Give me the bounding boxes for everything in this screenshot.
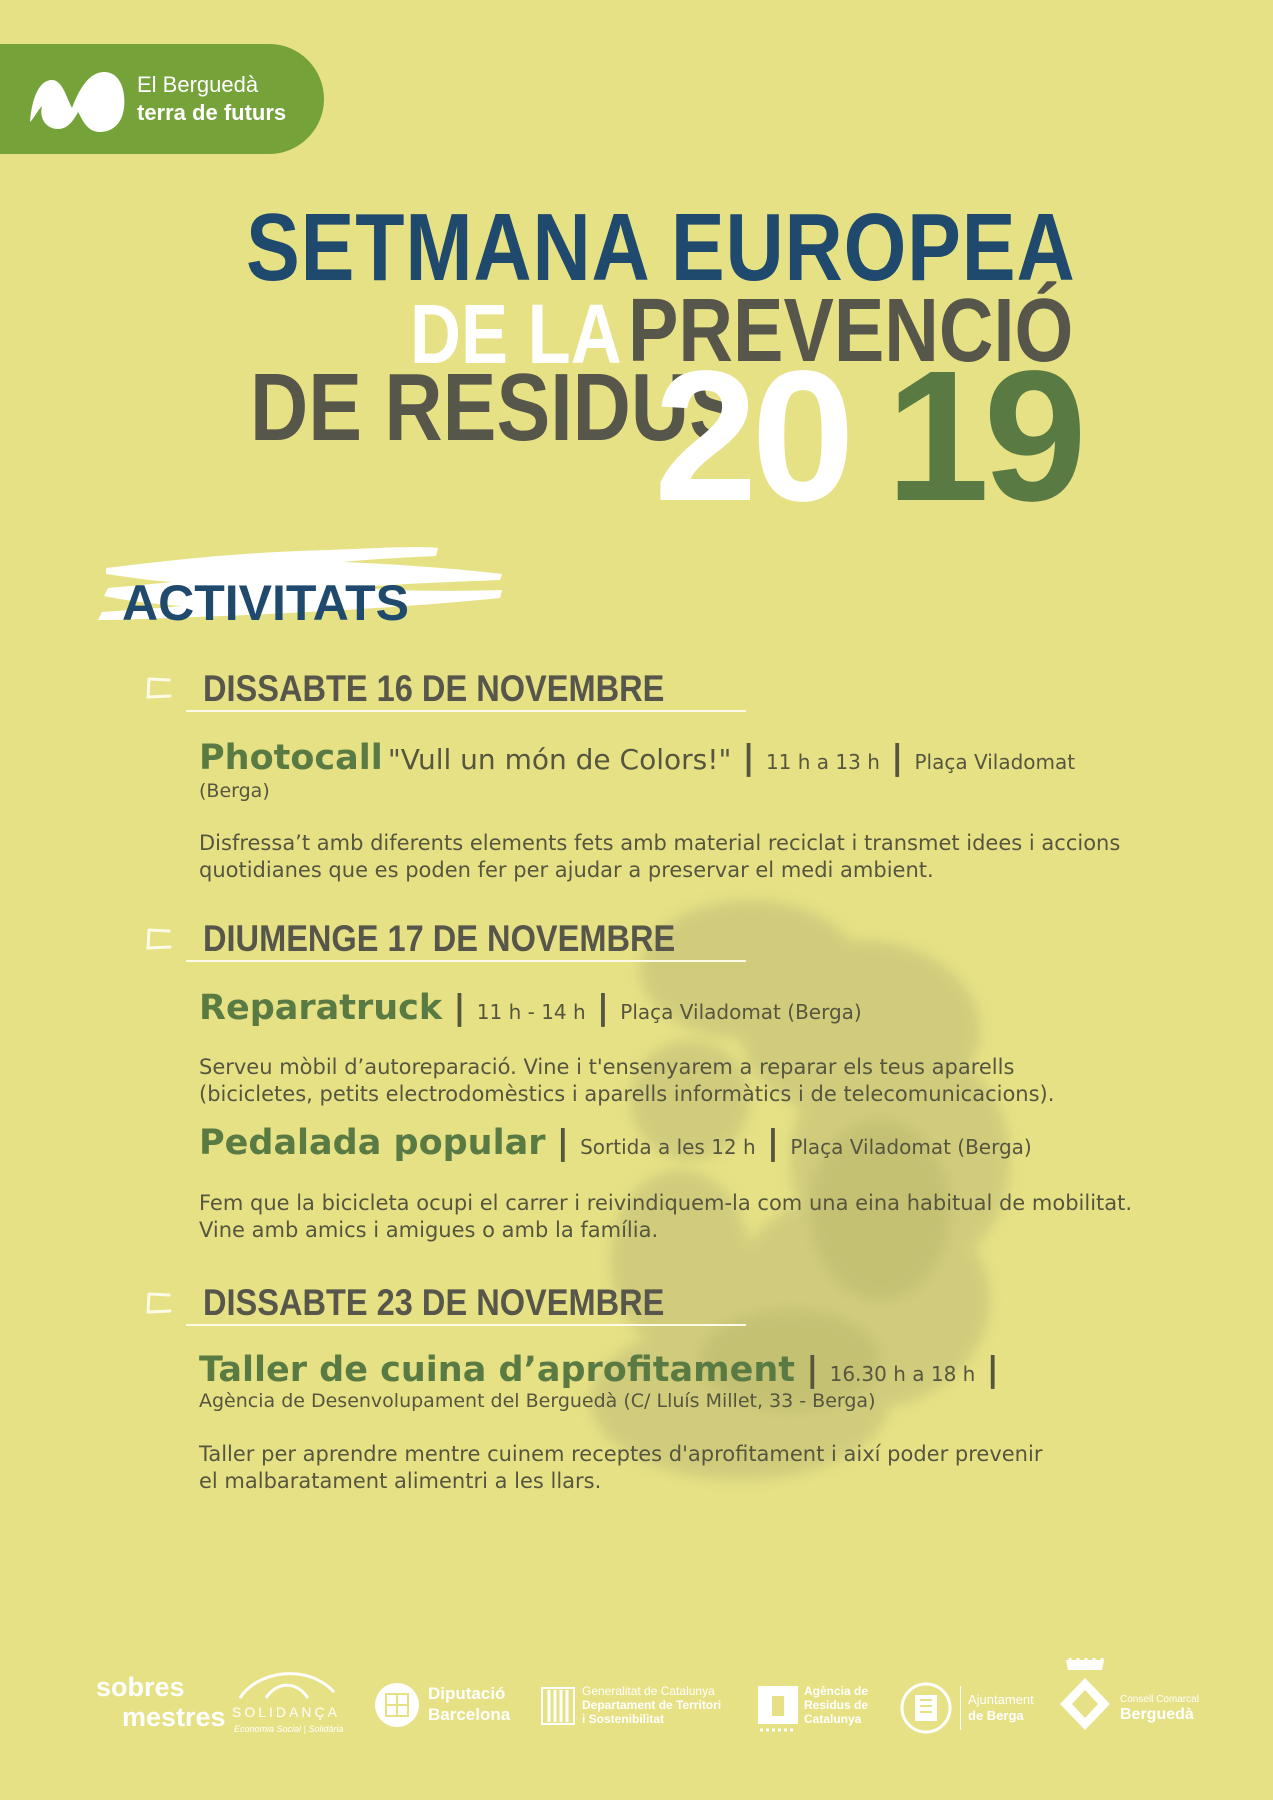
event-name: Pedalada popular xyxy=(199,1123,546,1163)
event-description-line: (bicicletes, petits electrodomèstics i aparells informàtics i de telecomunicacions). xyxy=(199,1082,1055,1106)
title-line-2b: PREVENCIÓ xyxy=(628,281,1074,381)
event-description-line: Vine amb amics i amigues o amb la família. xyxy=(199,1218,659,1242)
brand-badge xyxy=(0,44,324,154)
event-description-line: Taller per aprendre mentre cuinem receptes d'aprofitament i així poder prevenir xyxy=(199,1442,1043,1466)
event-time: Sortida a les 12 h xyxy=(580,1135,756,1159)
day-title: DISSABTE 23 DE NOVEMBRE xyxy=(203,1282,665,1323)
event-place: Agència de Desenvolupament del Berguedà (C/ Lluís Millet, 33 - Berga) xyxy=(199,1390,876,1412)
event-description-line: el malbaratament alimentri a les llars. xyxy=(199,1469,602,1493)
event-name: Reparatruck xyxy=(199,988,443,1028)
ajuntament-shield-icon xyxy=(900,1680,952,1736)
solidanca-logo: SOLIDANÇA Economia Social | Solidària xyxy=(226,1662,356,1742)
event-heading: Pedalada popular | Sortida a les 12 h | Plaça Viladomat (Berga) xyxy=(199,1123,1032,1163)
ajuntament-berga-logo: Ajuntament de Berga xyxy=(900,1680,1050,1736)
event-place: Plaça Viladomat xyxy=(914,750,1076,774)
event-time: 11 h - 14 h xyxy=(476,1000,586,1024)
diputacio-emblem-icon xyxy=(374,1682,420,1728)
day-divider xyxy=(186,710,746,712)
event-heading: Photocall "Vull un món de Colors!" | 11 h a 13 h | Plaça Viladomat xyxy=(199,738,1076,778)
event-description-line: Serveu mòbil d’autoreparació. Vine i t'ensenyarem a reparar els teus aparells xyxy=(199,1055,1015,1079)
event-place: Plaça Viladomat (Berga) xyxy=(790,1135,1032,1159)
event-subtitle: "Vull un món de Colors!" xyxy=(387,743,732,776)
year-part-1: 20 xyxy=(654,333,849,540)
consell-comarcal-crest-icon xyxy=(1058,1656,1112,1734)
brand-name: El Berguedà xyxy=(137,72,259,97)
title-line-2a: DE LA xyxy=(410,287,622,381)
day-title: DISSABTE 16 DE NOVEMBRE xyxy=(203,668,665,709)
event-heading: Reparatruck | 11 h - 14 h | Plaça Viladomat (Berga) xyxy=(199,988,862,1028)
day-title: DIUMENGE 17 DE NOVEMBRE xyxy=(203,918,676,959)
agencia-residus-icon xyxy=(758,1686,798,1732)
title-line-3: DE RESIDUS xyxy=(250,354,743,461)
event-time: 11 h a 13 h xyxy=(765,750,880,774)
event-name: Taller de cuina d’aprofitament xyxy=(199,1350,795,1390)
sobres-mestres-logo: sobres mestres xyxy=(96,1672,226,1732)
event-place-continued: (Berga) xyxy=(199,780,270,802)
day-divider xyxy=(186,1324,746,1326)
checkbox-icon xyxy=(146,1292,172,1314)
mountain-m-logo-icon xyxy=(26,66,130,136)
checkbox-icon xyxy=(146,677,172,699)
generalitat-stripes-icon xyxy=(540,1686,576,1726)
event-place: Plaça Viladomat (Berga) xyxy=(620,1000,862,1024)
title-line-1: SETMANA EUROPEA xyxy=(246,194,1076,301)
checkbox-icon xyxy=(146,928,172,950)
event-time: 16.30 h a 18 h xyxy=(829,1362,976,1386)
brand-tagline: terra de futurs xyxy=(137,100,287,125)
event-description-line: Fem que la bicicleta ocupi el carrer i reivindiquem-la com una eina habitual de mobilitat. xyxy=(199,1191,1133,1215)
generalitat-logo: Generalitat de Catalunya Departament de Territori i Sostenibilitat xyxy=(540,1684,750,1734)
event-description-line: quotidianes que es poden fer per ajudar a preservar el medi ambient. xyxy=(199,858,934,882)
consell-comarcal-logo: Consell Comarcal Berguedà xyxy=(1054,1656,1204,1738)
diputacio-barcelona-logo: Diputació Barcelona xyxy=(374,1680,524,1732)
activitats-heading: ACTIVITATS xyxy=(122,575,410,631)
agencia-residus-logo: Agència de Residus de Catalunya xyxy=(758,1684,888,1736)
solidanca-arch-icon xyxy=(236,1662,346,1702)
event-name: Photocall xyxy=(199,738,383,778)
event-heading: Taller de cuina d’aprofitament | 16.30 h a 18 h | xyxy=(199,1350,999,1390)
year-part-2: 19 xyxy=(886,333,1081,540)
day-divider xyxy=(186,960,746,962)
event-description-line: Disfressa’t amb diferents elements fets amb material reciclat i transmet idees i accions xyxy=(199,831,1121,855)
